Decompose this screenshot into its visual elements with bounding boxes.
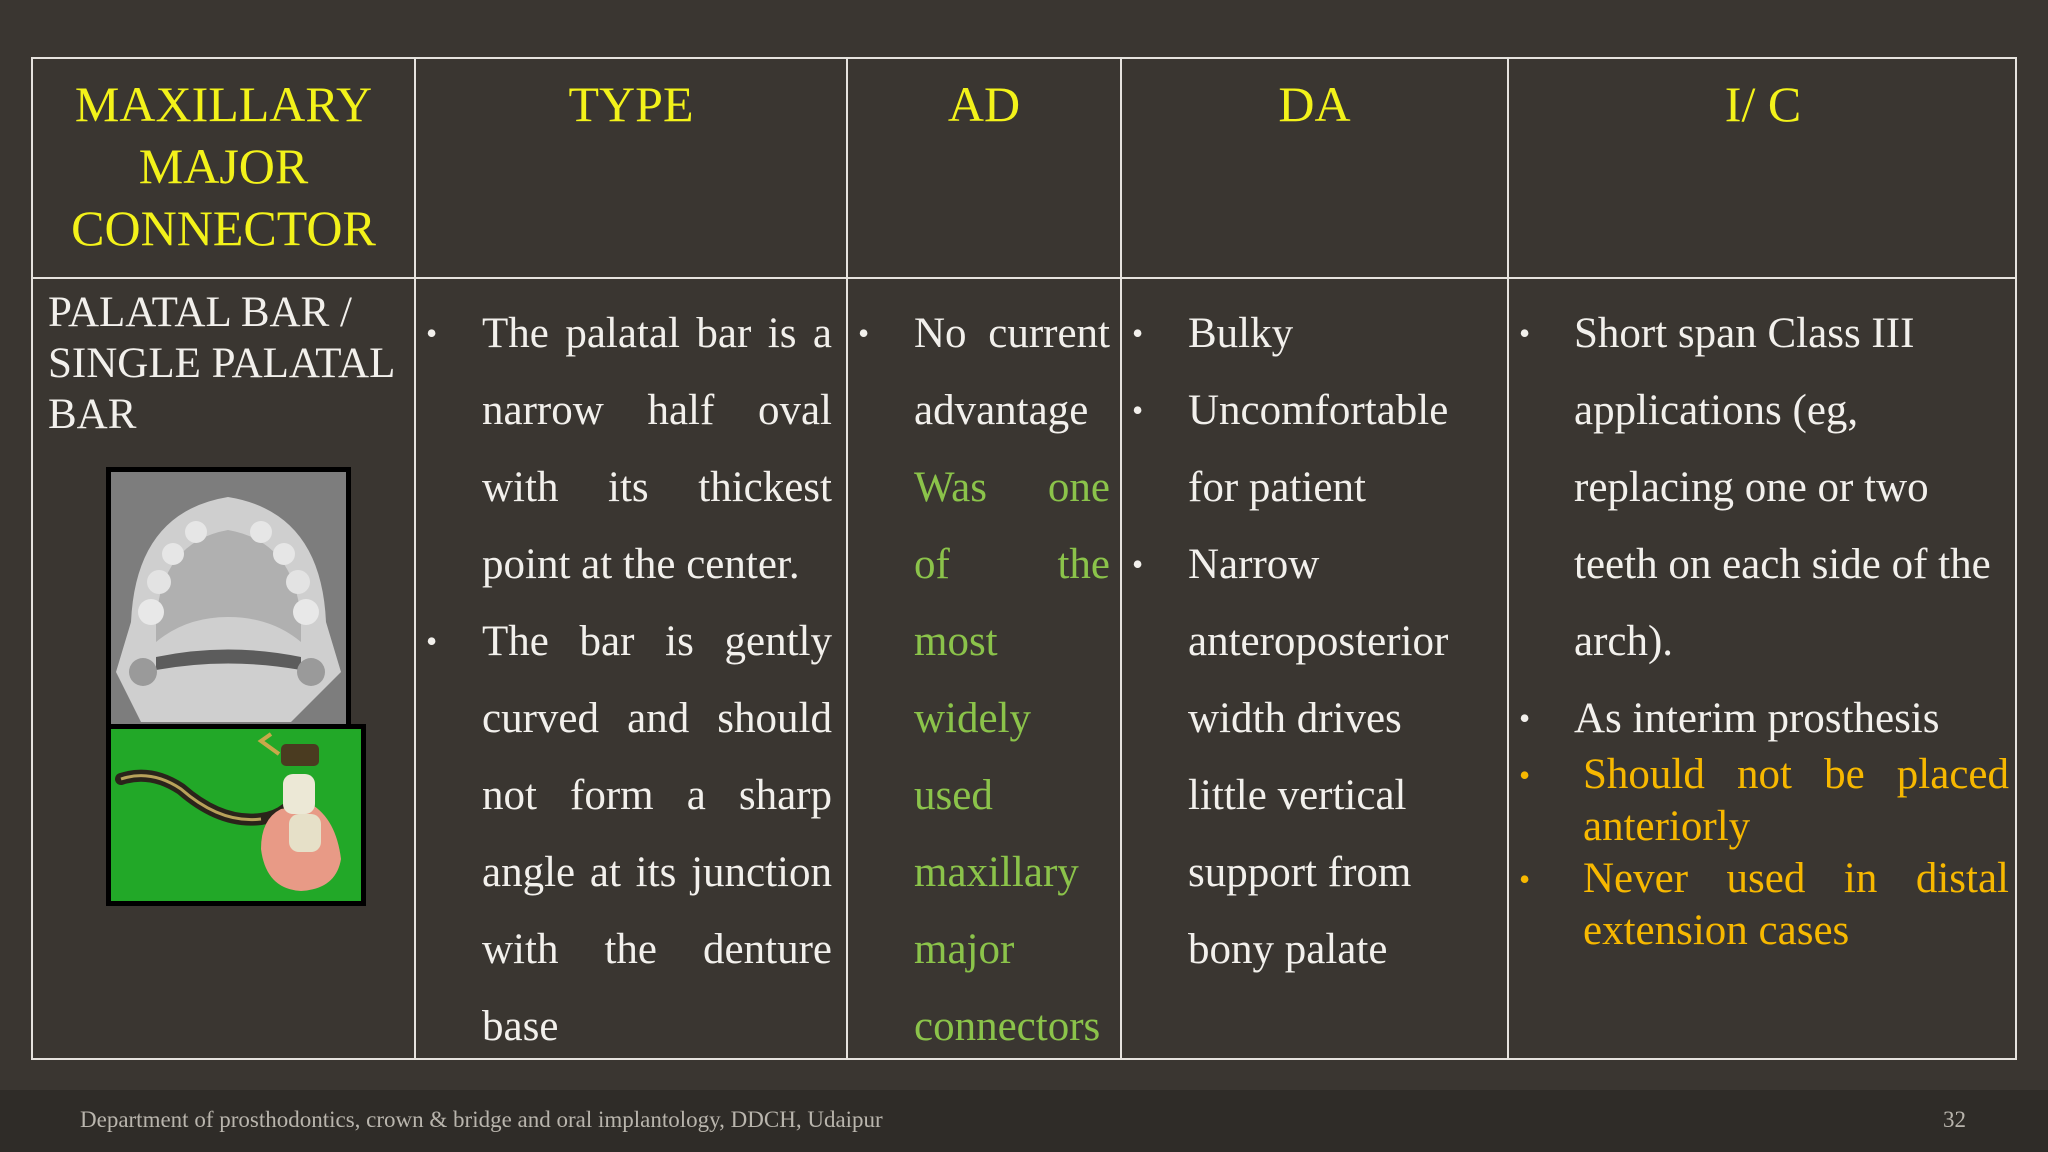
ic-bullet-warning: • Never used in distal extension cases xyxy=(1519,855,2009,954)
ic-bullet-warning: • Should not be placed anteriorly xyxy=(1519,751,2009,850)
bullet-icon: • xyxy=(426,315,438,351)
footer xyxy=(0,1090,2048,1152)
column-divider xyxy=(414,59,416,1058)
bullet-icon: • xyxy=(858,315,870,351)
da-bullet: • Uncomfortable for patient xyxy=(1132,372,1502,526)
header-type: TYPE xyxy=(568,76,694,132)
header-divider xyxy=(33,277,2015,279)
palatal-bar-prosthesis-photo xyxy=(106,724,366,906)
header-da: DA xyxy=(1278,76,1351,132)
bullet-icon: • xyxy=(1519,315,1531,351)
bullet-icon: • xyxy=(426,623,438,659)
header-maxillary-major-connector: MAXILLARY MAJOR CONNECTOR xyxy=(71,76,376,256)
column-divider xyxy=(846,59,848,1058)
disadvantages-column xyxy=(1132,295,1502,988)
bullet-icon: • xyxy=(1519,861,1531,897)
type-column xyxy=(426,295,832,1065)
bullet-icon: • xyxy=(1132,392,1144,428)
bullet-icon: • xyxy=(1519,700,1531,736)
header-ic: I/ C xyxy=(1724,76,1802,132)
header-ad: AD xyxy=(947,76,1021,132)
ad-bullet: • No current advantage Was one of the most widely used maxillary major connectors xyxy=(858,295,1110,1065)
ic-bullet: • As interim prosthesis xyxy=(1519,680,2009,757)
column-divider xyxy=(1507,59,1509,1058)
bullet-icon: • xyxy=(1132,546,1144,582)
connector-name: PALATAL BAR / SINGLE PALATAL BAR xyxy=(48,289,396,438)
type-bullet: • The bar is gently curved and should not form a sharp angle at its junction with the denture base xyxy=(426,603,832,1065)
bullet-icon: • xyxy=(1132,315,1144,351)
page-number: 32 xyxy=(1943,1107,1966,1132)
column-divider xyxy=(1120,59,1122,1058)
footer-department: Department of prosthodontics, crown & bridge and oral implantology, DDCH, Udaipur xyxy=(80,1107,883,1132)
palatal-bar-cast-image xyxy=(111,472,346,741)
palatal-bar-cast-photo xyxy=(106,467,351,746)
bullet-icon: • xyxy=(1519,757,1531,793)
palatal-bar-prosthesis-image xyxy=(111,729,361,901)
ic-bullet: • Short span Class III applications (eg, replacing one or two teeth on each side of the arch). xyxy=(1519,295,2009,680)
da-bullet: • Narrow anteroposterior width drives little vertical support from bony palate xyxy=(1132,526,1502,988)
da-bullet: • Bulky xyxy=(1132,295,1502,372)
advantages-column xyxy=(858,295,1110,1065)
type-bullet: • The palatal bar is a narrow half oval with its thickest point at the center. xyxy=(426,295,832,603)
indications-column xyxy=(1519,295,2009,957)
connector-table xyxy=(31,57,2017,1060)
